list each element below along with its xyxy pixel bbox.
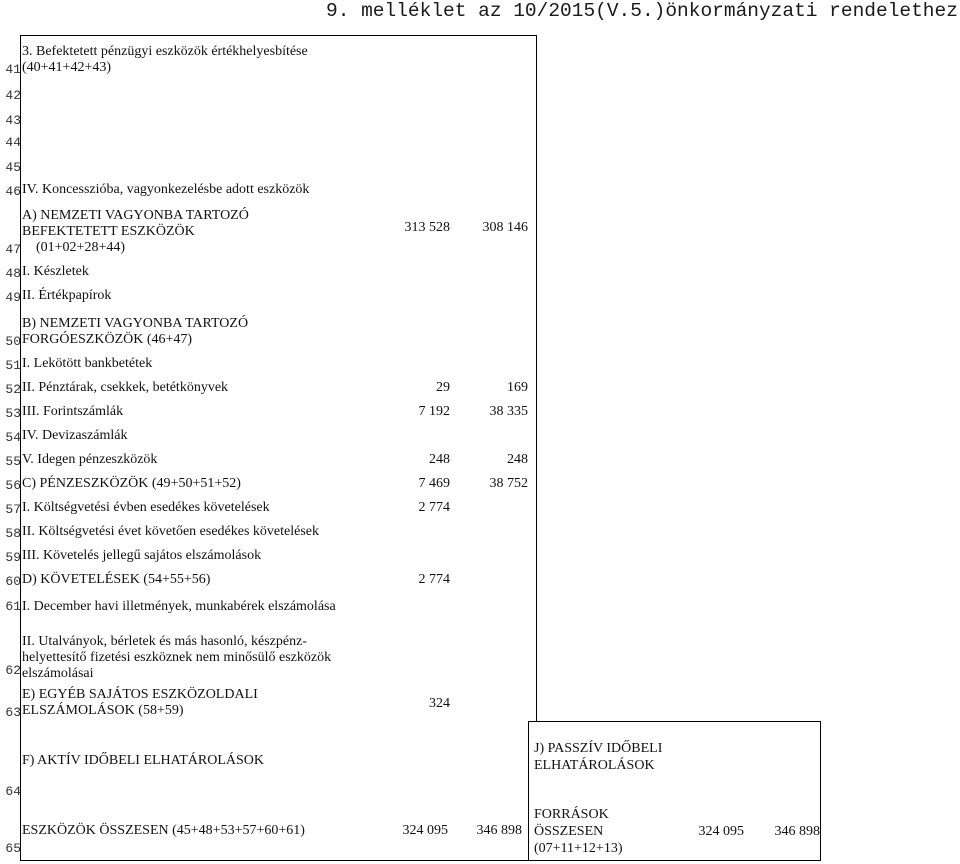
document-header: 9. melléklet az 10/2015(V.5.)önkormányzati rendelethez xyxy=(326,0,958,22)
value-current-year: 248 xyxy=(507,452,528,467)
row-number: 45 xyxy=(5,160,21,175)
table-row xyxy=(0,151,960,176)
row-label: B) NEMZETI VAGYONBA TARTOZÓ FORGÓESZKÖZÖK (46+47) xyxy=(22,316,249,347)
row-number: 56 xyxy=(5,478,21,493)
row-label: II. Költségvetési évet követően esedékes követelések xyxy=(22,524,320,539)
passive-accruals-label: J) PASSZÍV IDŐBELI ELHATÁROLÁSOK xyxy=(534,741,663,773)
value-current-year: 38 335 xyxy=(489,404,528,419)
table-row xyxy=(0,518,960,542)
row-number: 42 xyxy=(5,88,21,103)
table-row xyxy=(0,78,960,104)
table-row xyxy=(0,398,960,422)
row-label: E) EGYÉB SAJÁTOS ESZKÖZOLDALI ELSZÁMOLÁSOK (58+59) xyxy=(22,687,258,718)
row-label: I. Költségvetési évben esedékes követelések xyxy=(22,500,270,515)
table-row xyxy=(0,129,960,151)
table-row xyxy=(0,258,960,282)
value-previous-year: 29 xyxy=(436,380,450,395)
row-label: D) KÖVETELÉSEK (54+55+56) xyxy=(22,572,211,587)
value-previous-year: 248 xyxy=(429,452,450,467)
row-label: F) AKTÍV IDŐBELI ELHATÁROLÁSOK xyxy=(22,753,265,768)
value-previous-year: 313 528 xyxy=(404,220,450,235)
row-number: 41 xyxy=(5,62,21,77)
table-row xyxy=(0,374,960,398)
value-previous-year: 7 192 xyxy=(418,404,450,419)
row-number: 53 xyxy=(5,406,21,421)
value-current-year: 38 752 xyxy=(489,476,528,491)
row-number: 64 xyxy=(5,784,21,799)
row-number: 51 xyxy=(5,358,21,373)
table-row xyxy=(0,422,960,446)
row-number: 63 xyxy=(5,705,21,720)
row-number: 65 xyxy=(5,841,21,856)
row-label: IV. Devizaszámlák xyxy=(22,428,128,443)
row-number: 58 xyxy=(5,526,21,541)
row-label: II. Utalványok, bérletek és más hasonló, készpénz-helyettesítő fizetési eszköznek nem minősülő eszközök elszámolásai xyxy=(22,634,332,681)
table-row xyxy=(0,282,960,306)
row-label: 3. Befektetett pénzügyi eszközök értékhelyesbítése (40+41+42+43) xyxy=(22,44,308,75)
row-number: 54 xyxy=(5,430,21,445)
total-liabilities-current-year: 346 898 xyxy=(774,824,820,839)
value-previous-year: 2 774 xyxy=(418,572,450,587)
row-number: 43 xyxy=(5,113,21,128)
total-liabilities-label: FORRÁSOK ÖSSZESEN (07+11+12+13) xyxy=(534,807,623,856)
table-row xyxy=(0,590,960,620)
row-label-main: A) NEMZETI VAGYONBA TARTOZÓ BEFEKTETETT ESZKÖZÖK xyxy=(22,208,249,239)
row-number: 52 xyxy=(5,382,21,397)
row-number: 55 xyxy=(5,454,21,469)
row-label: C) PÉNZESZKÖZÖK (49+50+51+52) xyxy=(22,476,241,491)
row-label: II. Értékpapírok xyxy=(22,288,112,303)
row-number: 47 xyxy=(5,242,21,257)
row-label: IV. Koncesszióba, vagyonkezelésbe adott eszközök xyxy=(22,182,310,197)
table-row xyxy=(0,684,960,721)
row-label: II. Pénztárak, csekkek, betétkönyvek xyxy=(22,380,229,395)
row-label-formula: (01+02+28+44) xyxy=(36,240,126,255)
value-current-year: 308 146 xyxy=(482,220,528,235)
row-label: I. December havi illetmények, munkabérek elszámolása xyxy=(22,599,336,614)
row-label: III. Forintszámlák xyxy=(22,404,124,419)
table-row xyxy=(0,470,960,494)
value-current-year: 346 898 xyxy=(476,823,522,838)
value-current-year: 169 xyxy=(507,380,528,395)
table-row xyxy=(0,200,960,258)
row-number: 48 xyxy=(5,266,21,281)
row-number: 49 xyxy=(5,290,21,305)
row-label: I. Lekötött bankbetétek xyxy=(22,356,153,371)
row-label: III. Követelés jellegű sajátos elszámolások xyxy=(22,548,262,563)
table-row xyxy=(0,36,960,78)
value-previous-year: 7 469 xyxy=(418,476,450,491)
table-row xyxy=(0,176,960,200)
row-number: 61 xyxy=(5,599,21,614)
table-row xyxy=(0,446,960,470)
value-previous-year: 324 xyxy=(429,696,450,711)
row-number: 46 xyxy=(5,184,21,199)
row-label: I. Készletek xyxy=(22,264,89,279)
row-number: 62 xyxy=(5,663,21,678)
table-row xyxy=(0,494,960,518)
value-previous-year: 2 774 xyxy=(418,500,450,515)
table-row xyxy=(0,542,960,566)
table-row xyxy=(0,306,960,350)
table-bottom-border xyxy=(20,860,821,861)
row-label: ESZKÖZÖK ÖSSZESEN (45+48+53+57+60+61) xyxy=(22,823,305,838)
table-row xyxy=(0,620,960,684)
total-liabilities-previous-year: 324 095 xyxy=(698,824,744,839)
table-row xyxy=(0,721,960,803)
table-row xyxy=(0,350,960,374)
row-number: 60 xyxy=(5,574,21,589)
row-number: 50 xyxy=(5,334,21,349)
table-row xyxy=(0,566,960,590)
table-row xyxy=(0,104,960,129)
row-number: 44 xyxy=(5,135,21,150)
row-label xyxy=(22,208,282,256)
row-number: 59 xyxy=(5,550,21,565)
row-label: V. Idegen pénzeszközök xyxy=(22,452,158,467)
row-number: 57 xyxy=(5,502,21,517)
value-previous-year: 324 095 xyxy=(402,823,448,838)
